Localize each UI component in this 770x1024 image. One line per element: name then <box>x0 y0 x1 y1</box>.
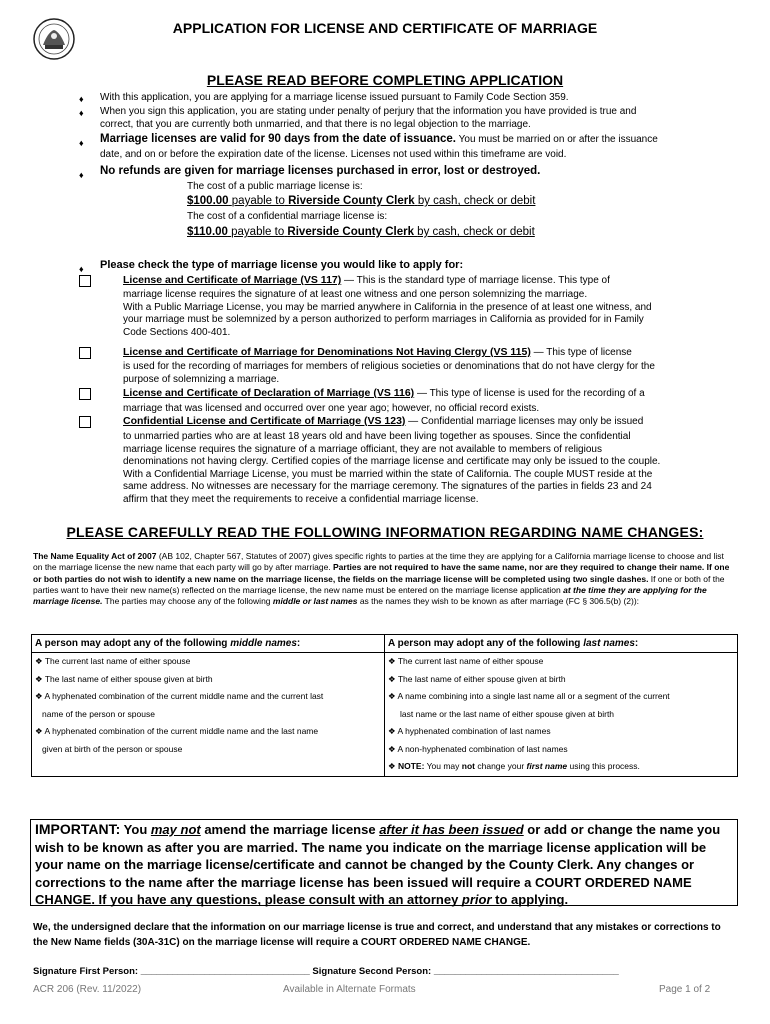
last-names-header: A person may adopt any of the following last names: <box>385 635 738 653</box>
license-type-prompt: Please check the type of marriage license you would like to apply for: <box>100 259 464 271</box>
vs115-head <box>123 346 748 360</box>
act-name: The Name Equality Act of 2007 <box>33 551 157 561</box>
important-text: IMPORTANT: You may not amend the marriage license after it has been issued or add or change the name you wish to be known as after you are married. The name you indicate on the marriage license application will be your name on the marriage license/certificate and cannot be changed by the County Clerk. Any changes or corrections to the name after the marriage license has been issued will require a COURT ORDERED NAME CHANGE. If you have any questions, please consult with an attorney prior to applying. <box>35 821 721 907</box>
name-bold-notice: Parties are not required to have the same name, nor are they required to change their name. If one or both parties do not wish to identify a new name on the marriage license, the fields on the marriage license will be completed using two single dashes. <box>33 562 730 584</box>
bullet-diamond-icon: ♦ <box>79 108 84 118</box>
vs115-line: purpose of solemnizing a marriage. <box>123 373 280 385</box>
vs116-body <box>123 403 743 416</box>
payable-to: payable to <box>231 226 285 238</box>
payment-method: by cash, check or debit <box>417 226 535 238</box>
clerk-name: Riverside County Clerk <box>288 195 415 207</box>
read-before-heading: PLEASE READ BEFORE COMPLETING APPLICATION <box>206 72 564 88</box>
vs117-line: your marriage must be solemnized by a person authorized to perform marriages in California as provided for in Family <box>123 314 644 325</box>
important-notice-box <box>30 819 738 906</box>
conf-cost-line <box>187 226 535 238</box>
vs115-checkbox[interactable] <box>79 347 91 359</box>
bullet-text: date, and on or before the expiration date of the license. Licenses not used within this timeframe are void. <box>100 149 567 160</box>
vs123-line: With a Confidential Marriage License, you must be married within the state of California. The couple MUST reside at the <box>123 468 653 480</box>
list-item: ❖ The last name of either spouse given at birth <box>388 673 566 684</box>
signature-first-field[interactable]: ________________________________ <box>140 966 310 977</box>
list-item: ❖ A hyphenated combination of last names <box>388 726 551 736</box>
list-item: name of the person or spouse <box>42 708 155 719</box>
clerk-name: Riverside County Clerk <box>287 226 414 238</box>
list-item: last name or the last name of either spouse given at birth <box>400 708 615 719</box>
vs117-title: License and Certificate of Marriage (VS 117) <box>123 274 342 286</box>
bullet-text: correct, that you are currently both unmarried, and that there is no legal objection to the marriage. <box>100 119 531 130</box>
vs116-checkbox[interactable] <box>79 388 91 400</box>
name-rest: If one or both of the parties want to have their new name(s) reflected on the marriage license, the new name must be entered on the marriage license application <box>33 573 725 595</box>
vs115-line: is used for the recording of marriages for members of religious societies or denominations that do not have clergy for the <box>123 361 655 372</box>
list-item: ❖ A name combining into a single last name all or a segment of the current <box>388 691 670 701</box>
alternate-formats: Available in Alternate Formats <box>283 984 416 995</box>
vs123-line: to unmarried parties who are at least 18 years old and have been living together as spouses. Since the confidential <box>123 431 631 442</box>
form-id: ACR 206 (Rev. 11/2022) <box>33 984 142 995</box>
vs123-head <box>123 415 748 429</box>
public-cost-line <box>187 195 535 207</box>
vs123-line: marriage license requires the signature of a marriage officiant, they are not available to members of religious <box>123 443 602 455</box>
list-item: ❖ A hyphenated combination of the current middle name and the current last <box>35 691 324 701</box>
name-rest: The parties may choose any of the following <box>102 596 273 607</box>
list-item: ❖ The last name of either spouse given at birth <box>35 673 213 684</box>
vs123-body <box>123 431 748 506</box>
list-item: ❖ The current last name of either spouse <box>35 656 191 666</box>
signature-line <box>33 966 619 977</box>
name-options-table <box>31 634 738 777</box>
list-item: ❖ A non-hyphenated combination of last names <box>388 743 568 754</box>
last-names-list <box>385 653 738 777</box>
validity-rest: You must be married on or after the issuance <box>458 134 658 145</box>
bullet-diamond-icon: ♦ <box>79 264 84 274</box>
vs117-head <box>123 274 743 288</box>
vs123-title: Confidential License and Certificate of Marriage (VS 123) <box>123 415 406 427</box>
vs123-line: denominations not having clergy. Certified copies of the marriage license and certificate may only be issued to the couple. <box>123 456 661 467</box>
vs123-desc: — Confidential marriage licenses may only be issued <box>405 416 644 427</box>
bullet-text: When you sign this application, you are stating under penalty of perjury that the information you have provided is true and <box>100 106 637 117</box>
vs117-line: marriage license requires the signature of at least one witness and one person solemnizing the marriage. <box>123 289 588 300</box>
bullet-diamond-icon: ♦ <box>79 138 84 148</box>
vs116-line: marriage that was licensed and occurred over one year ago; however, no official record exists. <box>123 403 540 414</box>
vs115-body <box>123 361 743 386</box>
bullet-diamond-icon: ♦ <box>79 94 84 104</box>
vs117-line: With a Public Marriage License, you may be married anywhere in California in the presence of at least one witness, and <box>123 301 652 313</box>
name-rest: as the names they wish to be known as after marriage (FC § 306.5(b) (2)): <box>357 596 640 607</box>
vs123-line: same address. No witnesses are necessary for the marriage ceremony. The signatures of the parties in fields 23 and 24 <box>123 481 652 492</box>
vs117-checkbox[interactable] <box>79 275 91 287</box>
bullet-text <box>100 133 740 147</box>
conf-cost-label: The cost of a confidential marriage license is: <box>187 211 388 222</box>
vs116-desc: — This type of license is used for the recording of a <box>414 388 645 399</box>
payable-to: payable to <box>231 195 285 207</box>
signature-second-field[interactable]: ___________________________________ <box>433 966 619 977</box>
public-cost-label: The cost of a public marriage license is: <box>187 181 363 192</box>
signature-first-label: Signature First Person: <box>33 966 139 977</box>
declaration-text: We, the undersigned declare that the information on our marriage license is true and correct, and understand that any mistakes or corrections to the New Name fields (30A-31C) on the marriage license will require a COURT ORDERED NAME CHANGE. <box>33 922 721 948</box>
act-rest: (AB 102, Chapter 567, Statutes of 2007) gives specific rights to parties at the time they are applying for a California marriage license to choose and list on the marriage license the new name that each party will go by after marriage. <box>33 551 724 573</box>
name-equality-paragraph <box>33 551 733 607</box>
name-change-heading: PLEASE CAREFULLY READ THE FOLLOWING INFORMATION REGARDING NAME CHANGES: <box>66 524 704 540</box>
vs116-head <box>123 387 748 401</box>
name-emphasis: at the time they are applying for the marriage license. <box>33 584 707 607</box>
payment-method: by cash, check or debit <box>417 195 536 207</box>
vs123-checkbox[interactable] <box>79 416 91 428</box>
vs117-line: Code Sections 400-401. <box>123 326 231 338</box>
vs115-desc: — This type of license <box>530 347 632 358</box>
page-number: Page 1 of 2 <box>659 984 711 995</box>
vs115-title: License and Certificate of Marriage for Denominations Not Having Clergy (VS 115) <box>123 346 531 358</box>
page-title: APPLICATION FOR LICENSE AND CERTIFICATE OF MARRIAGE <box>172 20 598 36</box>
bullet-text: With this application, you are applying for a marriage license issued pursuant to Family Code Section 359. <box>100 92 569 103</box>
no-refund-text: No refunds are given for marriage licenses purchased in error, lost or destroyed. <box>100 165 541 177</box>
validity-bold: Marriage licenses are valid for 90 days from the date of issuance. <box>100 133 457 145</box>
vs117-body <box>123 289 743 339</box>
vs123-line: affirm that they meet the requirements to receive a confidential marriage license. <box>123 493 479 505</box>
vs116-title: License and Certificate of Declaration of Marriage (VS 116) <box>123 387 415 399</box>
list-item: ❖ A hyphenated combination of the current middle name and the last name <box>35 726 319 736</box>
list-item: ❖ The current last name of either spouse <box>388 656 544 666</box>
middle-names-list <box>32 653 385 777</box>
public-amount: $100.00 <box>187 195 229 207</box>
conf-amount: $110.00 <box>187 226 228 238</box>
middle-names-header: A person may adopt any of the following middle names: <box>32 635 385 653</box>
list-item: given at birth of the person or spouse <box>42 743 183 754</box>
name-emphasis: middle or last names <box>272 596 358 607</box>
signature-second-label: Signature Second Person: <box>312 966 432 977</box>
vs117-desc: — This is the standard type of marriage license. This type of <box>341 275 610 286</box>
note-item: ❖ NOTE: You may not change your first name using this process. <box>388 761 640 771</box>
bullet-diamond-icon: ♦ <box>79 170 84 180</box>
